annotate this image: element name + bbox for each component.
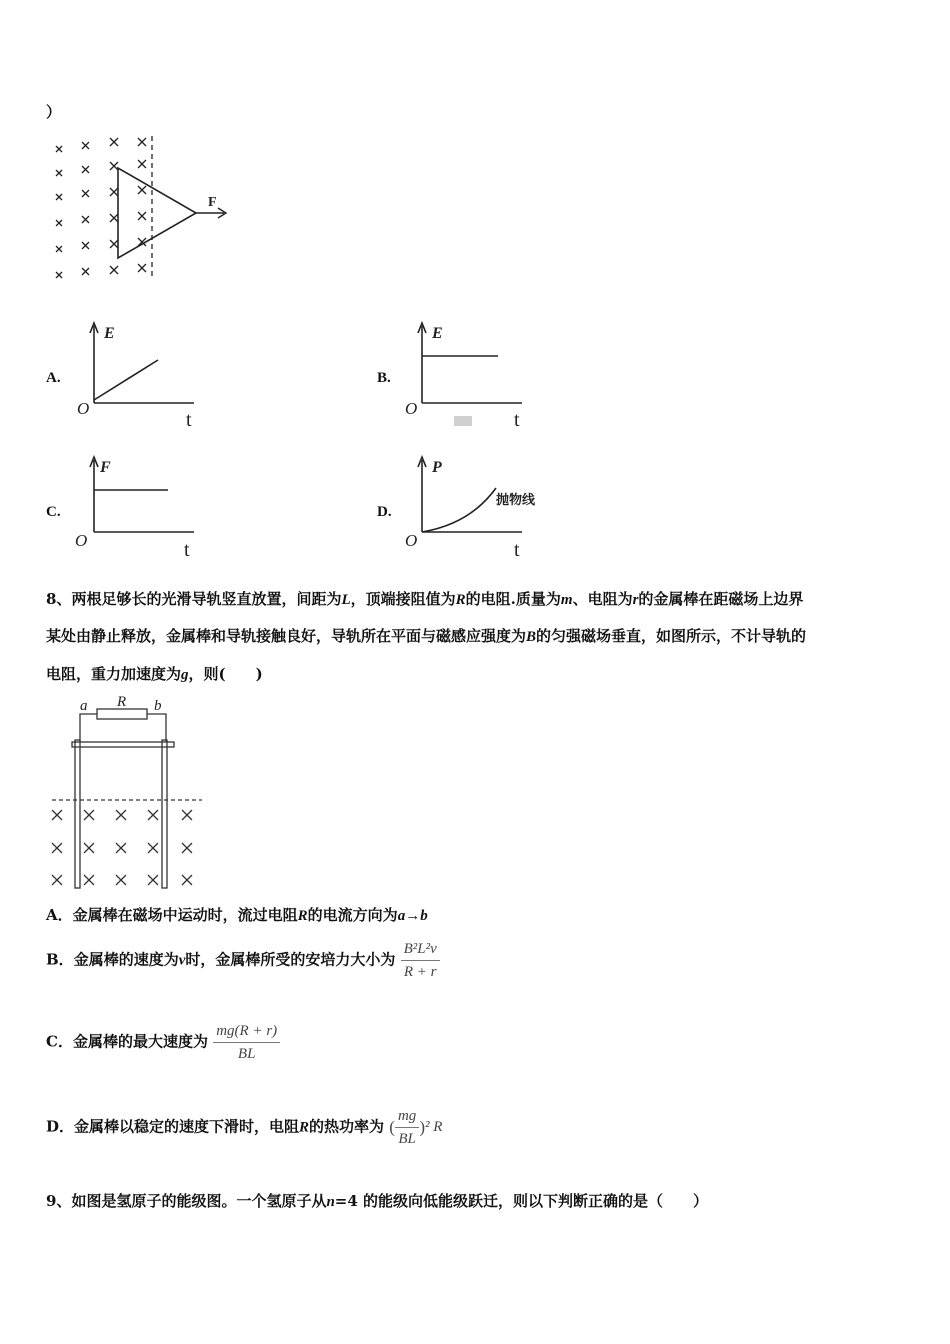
svg-text:a: a — [80, 698, 88, 714]
svg-text:t: t — [514, 539, 520, 561]
svg-text:O: O — [77, 399, 90, 418]
svg-text:O: O — [75, 531, 88, 550]
q7-option-d-letter: D. — [377, 504, 392, 520]
svg-text:E: E — [432, 325, 443, 342]
q7-option-b-graph — [400, 318, 540, 433]
q8-option-a: A．金属棒在磁场中运动时，流过电阻R的电流方向为a→b — [46, 906, 428, 924]
q8-line-1: 8、两根足够长的光滑导轨竖直放置，间距为L，顶端接阻值为R的电阻.质量为m、电阻为r的金属棒在距磁场上边界 — [46, 590, 804, 608]
field-crosses — [56, 138, 146, 278]
svg-text:t: t — [184, 539, 190, 561]
svg-text:P: P — [432, 459, 442, 476]
q8-option-d: D．金属棒以稳定的速度下滑时，电阻R的热功率为 ( $\frac{mg}{BL}$ )² R — [46, 1105, 442, 1150]
closing-paren: ） — [46, 103, 62, 121]
svg-text:E: E — [104, 325, 115, 342]
q8-line-3: 电阻，重力加速度为g，则( ) — [46, 665, 263, 683]
svg-text:b: b — [154, 698, 162, 714]
q7-field-figure — [40, 128, 240, 288]
fraction-max-speed: $\frac{mg(R + r)}{BL}$ — [213, 1020, 280, 1065]
resistor — [97, 709, 147, 719]
triangle-loop — [118, 168, 196, 258]
svg-text:O: O — [405, 531, 418, 550]
q7-option-a-letter: A. — [46, 370, 61, 386]
q8-option-b: B．金属棒的速度为v时，金属棒所受的安培力大小为 $\frac{\text{B²L²v}}{R + r}$ — [46, 938, 440, 983]
q7-option-c-graph — [72, 452, 212, 567]
svg-text:F: F — [100, 459, 111, 476]
svg-text:t: t — [514, 409, 520, 431]
q7-option-c-letter: C. — [46, 504, 61, 520]
fraction-ampere-force: $\frac{\text{B²L²v}}{R + r}$ — [401, 938, 440, 983]
q9-question: 9、如图是氢原子的能级图。一个氢原子从n=4 的能级向低能级跃迁，则以下判断正确的是（ ） — [46, 1192, 709, 1210]
fraction-heat-power: $\frac{mg}{BL}$ — [395, 1105, 419, 1150]
q8-line-2: 某处由静止释放，金属棒和导轨接触良好，导轨所在平面与磁感应强度为B的匀强磁场垂直，如图所示，不计导轨的 — [46, 627, 807, 645]
svg-text:O: O — [405, 399, 418, 418]
svg-text:抛物线: 抛物线 — [496, 493, 536, 508]
q8-rail-figure — [42, 690, 212, 895]
svg-text:R: R — [117, 694, 127, 710]
q7-option-a-graph — [72, 318, 212, 433]
q7-option-b-letter: B. — [377, 370, 391, 386]
force-label: F — [208, 195, 217, 210]
q7-option-d-graph — [400, 452, 560, 567]
metal-bar — [72, 742, 174, 747]
q8-option-c: C．金属棒的最大速度为 $\frac{mg(R + r)}{BL}$ — [46, 1020, 280, 1065]
svg-text:t: t — [186, 409, 192, 431]
